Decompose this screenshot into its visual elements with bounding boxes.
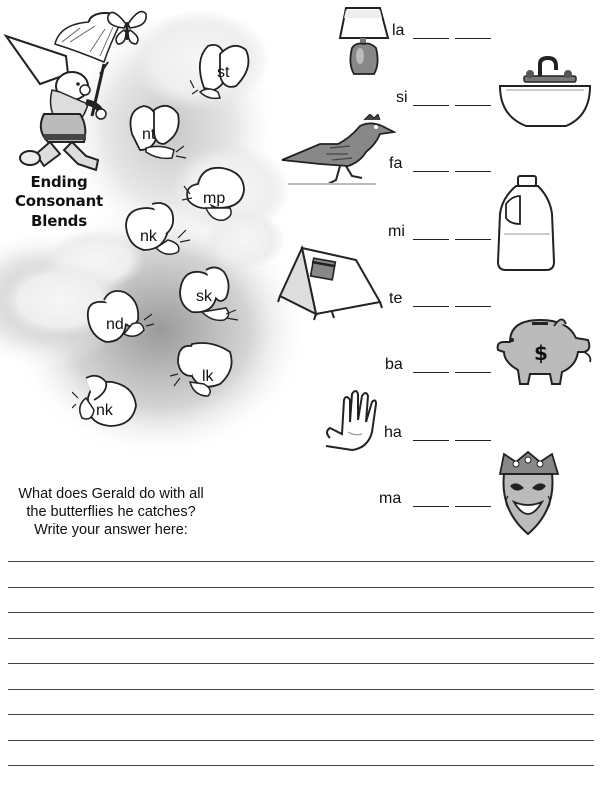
title-line-1: Ending bbox=[30, 173, 88, 191]
blank-la-1[interactable] bbox=[413, 38, 449, 39]
title-line-2: Consonant bbox=[14, 192, 104, 210]
butterfly-label: lk bbox=[202, 368, 214, 385]
lamp-icon bbox=[336, 4, 392, 78]
answer-line[interactable] bbox=[8, 765, 594, 766]
butterfly-icon bbox=[122, 200, 194, 262]
blank-mi-1[interactable] bbox=[413, 239, 449, 240]
butterfly-nt bbox=[124, 100, 196, 162]
word-prefix-ba: ba bbox=[385, 356, 403, 373]
answer-line[interactable] bbox=[8, 612, 594, 613]
butterfly-lk bbox=[170, 338, 242, 400]
hand-icon bbox=[322, 388, 382, 454]
title-line-3: Blends bbox=[31, 212, 87, 230]
butterfly-sk bbox=[176, 264, 248, 326]
butterfly-in-net bbox=[104, 4, 150, 48]
butterfly-label: sk bbox=[196, 288, 212, 305]
blank-ma-1[interactable] bbox=[413, 506, 449, 507]
blank-fa-2[interactable] bbox=[455, 171, 491, 172]
roadrunner-icon bbox=[280, 114, 396, 188]
tent-icon bbox=[276, 240, 384, 322]
word-prefix-mi: mi bbox=[388, 223, 405, 240]
butterfly-label: nk bbox=[96, 402, 113, 419]
question-line-1: What does Gerald do with all bbox=[18, 486, 204, 502]
answer-line[interactable] bbox=[8, 689, 594, 690]
milk-jug-icon bbox=[496, 174, 558, 272]
blank-ba-1[interactable] bbox=[413, 372, 449, 373]
word-prefix-ha: ha bbox=[384, 424, 402, 441]
question-line-2: the butterflies he catches? bbox=[26, 504, 196, 520]
blank-ba-2[interactable] bbox=[455, 372, 491, 373]
blank-si-2[interactable] bbox=[455, 105, 491, 106]
svg-text:$: $ bbox=[534, 341, 548, 365]
butterfly-nk-upper bbox=[122, 200, 194, 262]
blank-ha-2[interactable] bbox=[455, 440, 491, 441]
blank-ma-2[interactable] bbox=[455, 506, 491, 507]
answer-line[interactable] bbox=[8, 638, 594, 639]
question-line-3: Write your answer here: bbox=[34, 522, 188, 538]
word-prefix-si: si bbox=[396, 89, 408, 106]
word-prefix-te: te bbox=[389, 290, 403, 307]
butterfly-nk-lower bbox=[72, 374, 144, 436]
blank-la-2[interactable] bbox=[455, 38, 491, 39]
word-prefix-fa: fa bbox=[389, 155, 403, 172]
butterfly-st bbox=[190, 40, 262, 102]
answer-line[interactable] bbox=[8, 740, 594, 741]
butterfly-icon bbox=[124, 100, 196, 162]
blank-fa-1[interactable] bbox=[413, 171, 449, 172]
answer-line[interactable] bbox=[8, 714, 594, 715]
question-prompt bbox=[0, 485, 222, 539]
word-prefix-ma: ma bbox=[379, 490, 402, 507]
butterfly-nd bbox=[84, 290, 156, 352]
answer-line[interactable] bbox=[8, 587, 594, 588]
blank-te-1[interactable] bbox=[413, 306, 449, 307]
blank-mi-2[interactable] bbox=[455, 239, 491, 240]
blank-si-1[interactable] bbox=[413, 105, 449, 106]
butterfly-label: st bbox=[217, 64, 230, 81]
piggy-bank-icon bbox=[496, 312, 594, 388]
answer-line[interactable] bbox=[8, 561, 594, 562]
answer-line[interactable] bbox=[8, 663, 594, 664]
word-prefix-la: la bbox=[392, 22, 405, 39]
blank-te-2[interactable] bbox=[455, 306, 491, 307]
butterfly-label: mp bbox=[203, 190, 226, 207]
butterfly-label: nt bbox=[142, 126, 156, 143]
butterfly-icon bbox=[176, 264, 248, 326]
blank-ha-1[interactable] bbox=[413, 440, 449, 441]
butterfly-label: nd bbox=[106, 316, 124, 333]
mask-icon bbox=[496, 450, 562, 536]
butterfly-label: nk bbox=[140, 228, 157, 245]
sink-icon bbox=[496, 56, 594, 130]
